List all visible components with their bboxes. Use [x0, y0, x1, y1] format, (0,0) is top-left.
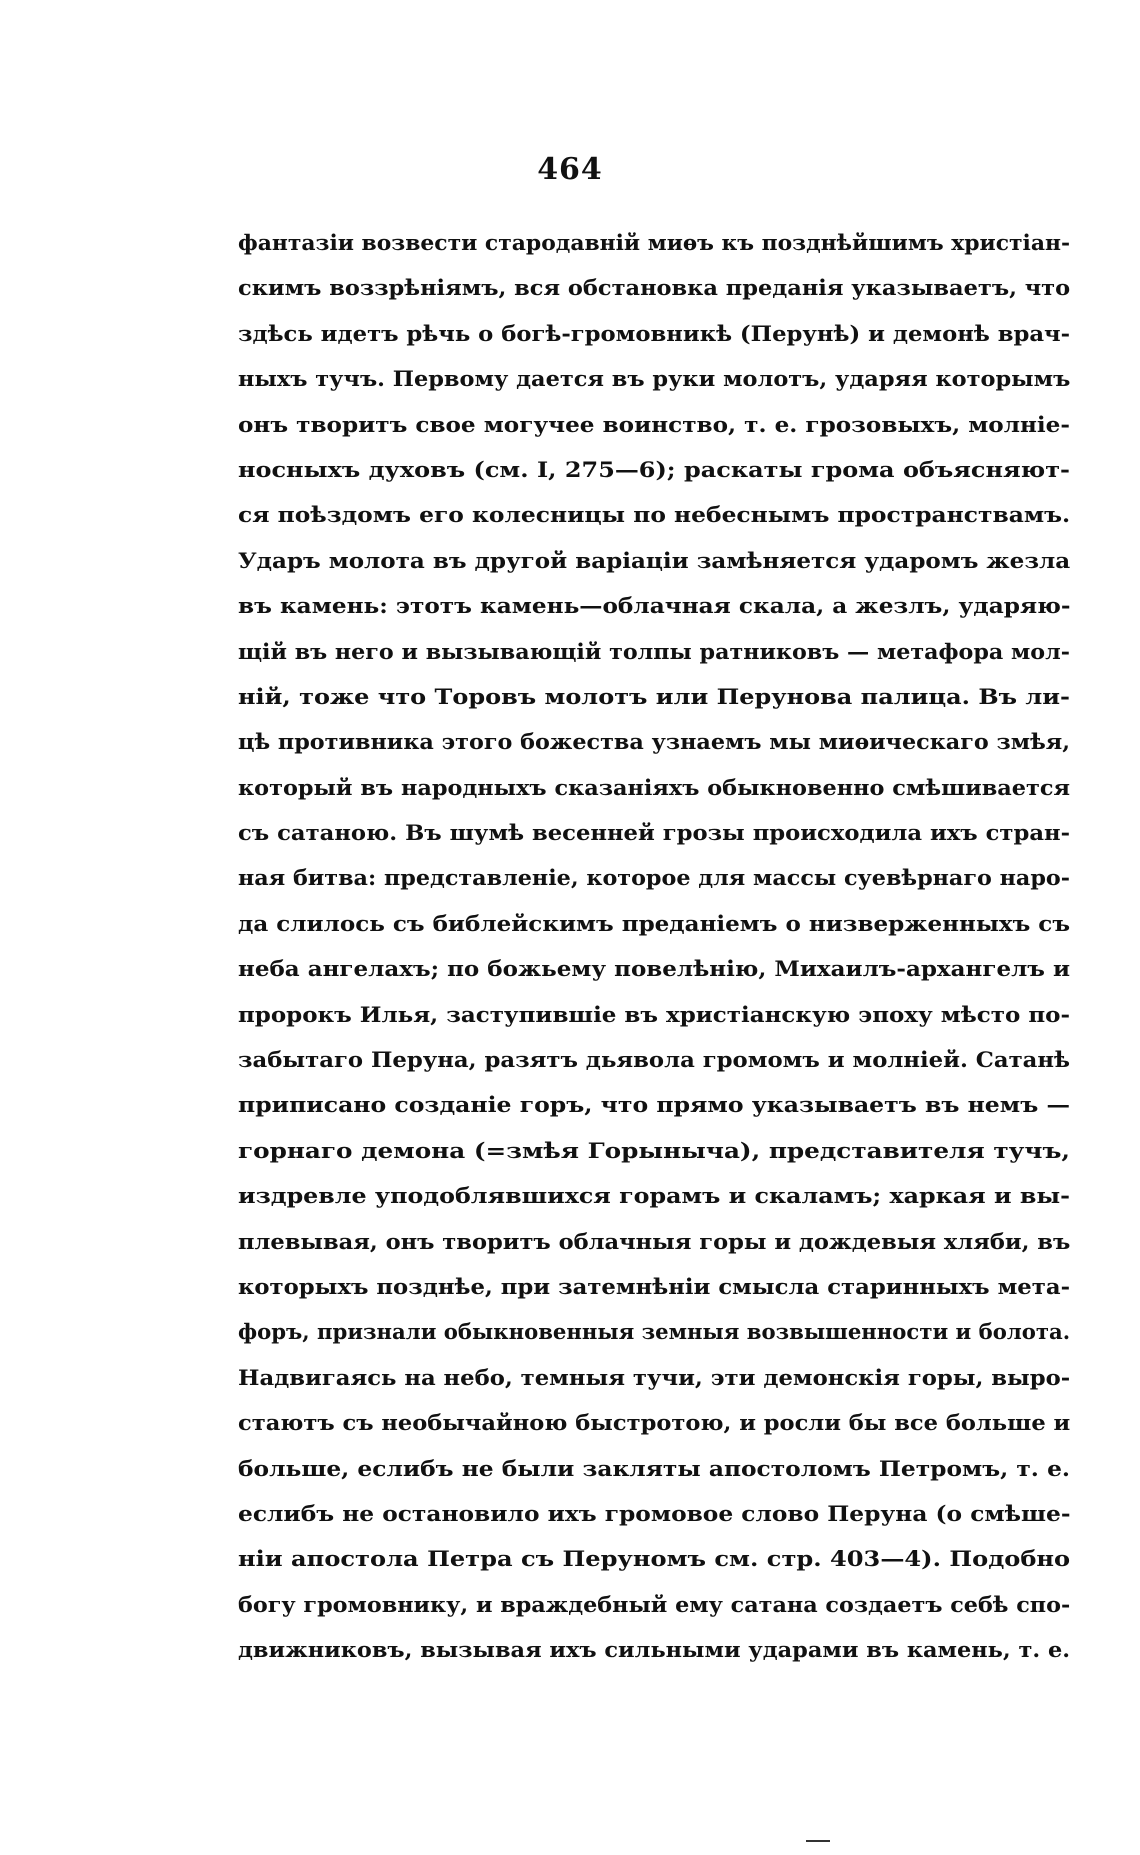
- text-line: плевывая, онъ творитъ облачныя горы и дождевыя хляби, въ: [238, 1228, 1071, 1254]
- text-line: забытаго Перуна, разятъ дьявола громомъ и молніей. Сатанѣ: [238, 1047, 1070, 1073]
- text-line: щій въ него и вызывающій толпы ратниковъ — метафора мол-: [238, 638, 1070, 664]
- text-line: съ сатаною. Въ шумѣ весенней грозы происходила ихъ стран-: [238, 820, 1070, 846]
- text-line: стаютъ съ необычайною быстротою, и росли бы все больше и: [238, 1410, 1071, 1436]
- text-line: онъ творитъ свое могучее воинство, т. е. грозовыхъ, молніе-: [238, 411, 1070, 437]
- text-line: Надвигаясь на небо, темныя тучи, эти демонскія горы, выро-: [238, 1364, 1071, 1390]
- text-line: который въ народныхъ сказаніяхъ обыкновенно смѣшивается: [238, 774, 1070, 800]
- text-line: ся поѣздомъ его колесницы по небеснымъ пространствамъ.: [238, 502, 1071, 528]
- text-line: да слилось съ библейскимъ преданіемъ о низверженныхъ съ: [238, 910, 1070, 936]
- text-line: больше, еслибъ не были закляты апостоломъ Петромъ, т. е.: [238, 1455, 1070, 1481]
- text-line: приписано созданіе горъ, что прямо указываетъ въ немъ —: [238, 1092, 1070, 1118]
- text-line: форъ, признали обыкновенныя земныя возвышенности и болота.: [238, 1319, 1071, 1345]
- text-line: носныхъ духовъ (см. I, 275—6); раскаты грома объясняют-: [238, 456, 1070, 482]
- text-line: издревле уподоблявшихся горамъ и скаламъ; харкая и вы-: [238, 1183, 1070, 1209]
- text-line: неба ангелахъ; по божьему повелѣнію, Михаилъ-архангелъ и: [238, 956, 1070, 982]
- text-line: пророкъ Илья, заступившіе въ христіанскую эпоху мѣсто по-: [238, 1001, 1070, 1027]
- scan-artifact: [806, 1840, 830, 1842]
- text-line: въ камень: этотъ камень—облачная скала, а жезлъ, ударяю-: [238, 593, 1071, 619]
- text-line: Ударъ молота въ другой варіаціи замѣняется ударомъ жезла: [238, 547, 1071, 573]
- text-line: ная битва: представленіе, которое для массы суевѣрнаго наро-: [238, 865, 1070, 891]
- body-text: [238, 220, 1070, 1673]
- text-line: ніи апостола Петра съ Перуномъ см. стр. 403—4). Подобно: [238, 1546, 1071, 1572]
- text-line: еслибъ не остановило ихъ громовое слово Перуна (о смѣше-: [238, 1500, 1071, 1526]
- text-line: скимъ воззрѣніямъ, вся обстановка преданія указываетъ, что: [238, 275, 1071, 301]
- text-line: ныхъ тучъ. Первому дается въ руки молотъ, ударяя которымъ: [238, 366, 1071, 392]
- text-line: фантазіи возвести стародавній миѳъ къ позднѣйшимъ христіан-: [238, 230, 1071, 255]
- text-line: богу громовнику, и враждебный ему сатана создаетъ себѣ спо-: [238, 1591, 1071, 1617]
- page-number: 464: [537, 152, 603, 187]
- text-line: движниковъ, вызывая ихъ сильными ударами въ камень, т. е.: [238, 1637, 1070, 1663]
- text-line: горнаго демона (=змѣя Горыныча), представителя тучъ,: [238, 1137, 1070, 1163]
- text-line: здѣсь идетъ рѣчь о богѣ-громовникѣ (Перунѣ) и демонѣ врач-: [238, 320, 1071, 346]
- text-line: ній, тоже что Торовъ молотъ или Перунова палица. Въ ли-: [238, 683, 1070, 709]
- text-line: цѣ противника этого божества узнаемъ мы миѳическаго змѣя,: [238, 729, 1070, 755]
- text-line: которыхъ позднѣе, при затемнѣніи смысла старинныхъ мета-: [238, 1273, 1070, 1299]
